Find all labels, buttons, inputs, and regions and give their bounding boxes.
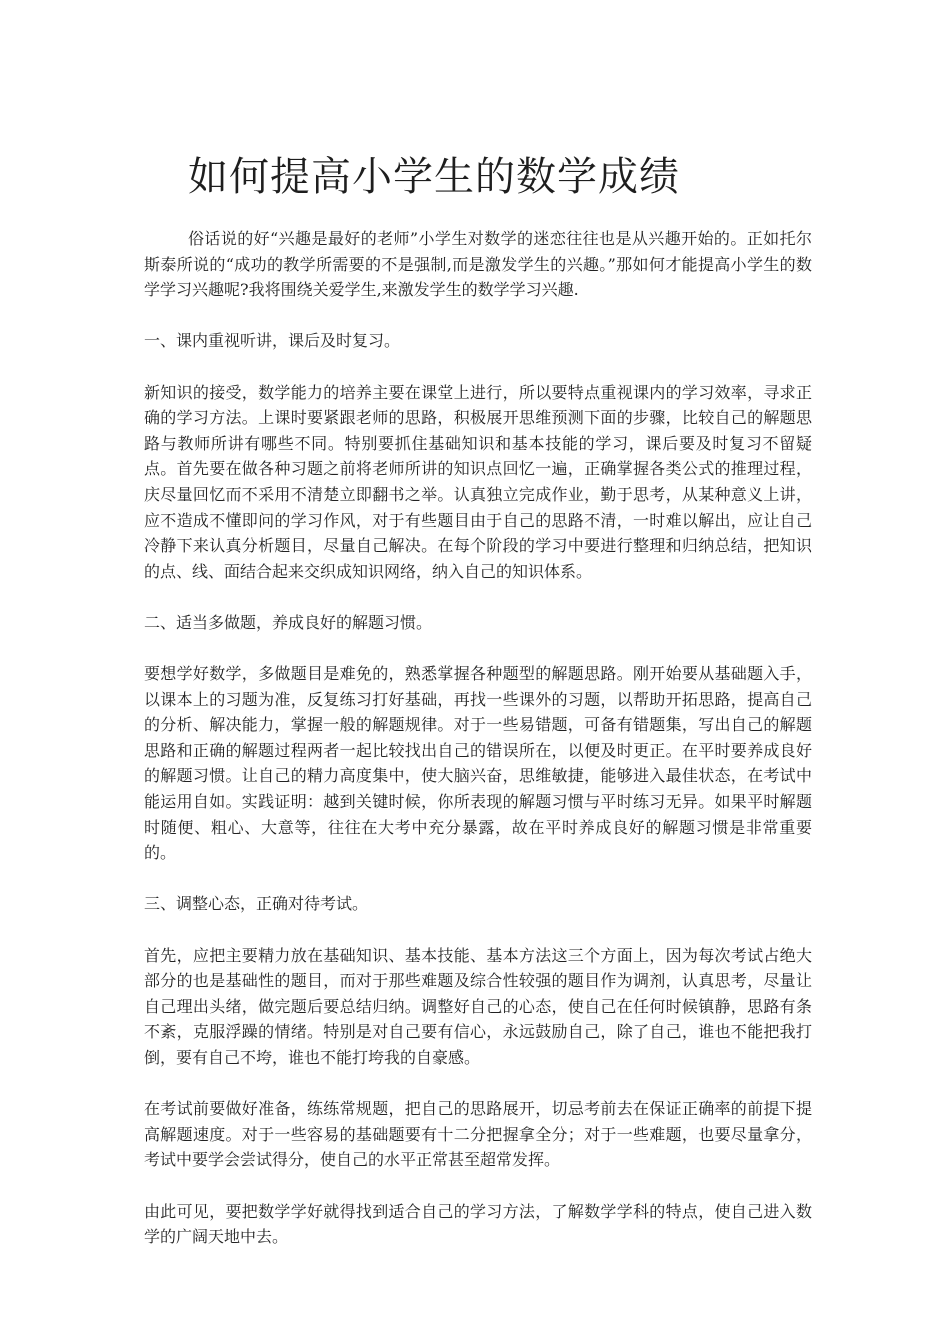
document-title: 如何提高小学生的数学成绩 <box>188 153 680 200</box>
intro-paragraph: 俗话说的好“兴趣是最好的老师”小学生对数学的迷恋往往也是从兴趣开始的。正如托尔斯泰所说的“成功的教学所需要的不是强制,而是激发学生的兴趣。”那如何才能提高小学生的数学学习兴趣呢?我将围绕关爱学生,来激发学生的数学学习兴趣. <box>144 229 812 300</box>
section-3-heading: 三、调整心态，正确对待考试。 <box>144 894 369 914</box>
section-1-heading: 一、课内重视听讲，课后及时复习。 <box>144 331 401 351</box>
section-3-paragraph-1: 首先，应把主要精力放在基础知识、基本技能、基本方法这三个方面上，因为每次考试占绝大部分的也是基础性的题目，而对于那些难题及综合性较强的题目作为调剂，认真思考，尽量让自己理出头绪，做完题后要总结归纳。调整好自己的心态，使自己在任何时候镇静，思路有条不紊，克服浮躁的情绪。特别是对自己要有信心，永远鼓励自己，除了自己，谁也不能把我打倒，要有自己不垮，谁也不能打垮我的自豪感。 <box>144 945 812 1067</box>
section-3-paragraph-2: 在考试前要做好准备，练练常规题，把自己的思路展开，切忌考前去在保证正确率的前提下提高解题速度。对于一些容易的基础题要有十二分把握拿全分；对于一些难题，也要尽量拿分，考试中要学会尝试得分，使自己的水平正常甚至超常发挥。 <box>144 1099 812 1170</box>
section-2-paragraph: 要想学好数学，多做题目是难免的，熟悉掌握各种题型的解题思路。刚开始要从基础题入手，以课本上的习题为准，反复练习打好基础，再找一些课外的习题，以帮助开拓思路，提高自己的分析、解决能力，掌握一般的解题规律。对于一些易错题，可备有错题集，写出自己的解题思路和正确的解题过程两者一起比较找出自己的错误所在，以便及时更正。在平时要养成良好的解题习惯。让自己的精力高度集中，使大脑兴奋，思维敏捷，能够进入最佳状态，在考试中能运用自如。实践证明：越到关键时候，你所表现的解题习惯与平时练习无异。如果平时解题时随便、粗心、大意等，往往在大考中充分暴露，故在平时养成良好的解题习惯是非常重要的。 <box>144 664 812 863</box>
section-2-heading: 二、适当多做题，养成良好的解题习惯。 <box>144 612 433 632</box>
document-body <box>144 226 812 1275</box>
section-1-paragraph: 新知识的接受，数学能力的培养主要在课堂上进行，所以要特点重视课内的学习效率，寻求正确的学习方法。上课时要紧跟老师的思路，积极展开思维预测下面的步骤，比较自己的解题思路与教师所讲有哪些不同。特别要抓住基础知识和基本技能的学习，课后要及时复习不留疑点。首先要在做各种习题之前将老师所讲的知识点回忆一遍，正确掌握各类公式的推理过程，庆尽量回忆而不采用不清楚立即翻书之举。认真独立完成作业，勤于思考，从某种意义上讲，应不造成不懂即问的学习作风，对于有些题目由于自己的思路不清，一时难以解出，应让自己冷静下来认真分析题目，尽量自己解决。在每个阶段的学习中要进行整理和归纳总结，把知识的点、线、面结合起来交织成知识网络，纳入自己的知识体系。 <box>144 382 812 581</box>
conclusion-paragraph: 由此可见，要把数学学好就得找到适合自己的学习方法，了解数学学科的特点，使自己进入数学的广阔天地中去。 <box>144 1201 812 1247</box>
